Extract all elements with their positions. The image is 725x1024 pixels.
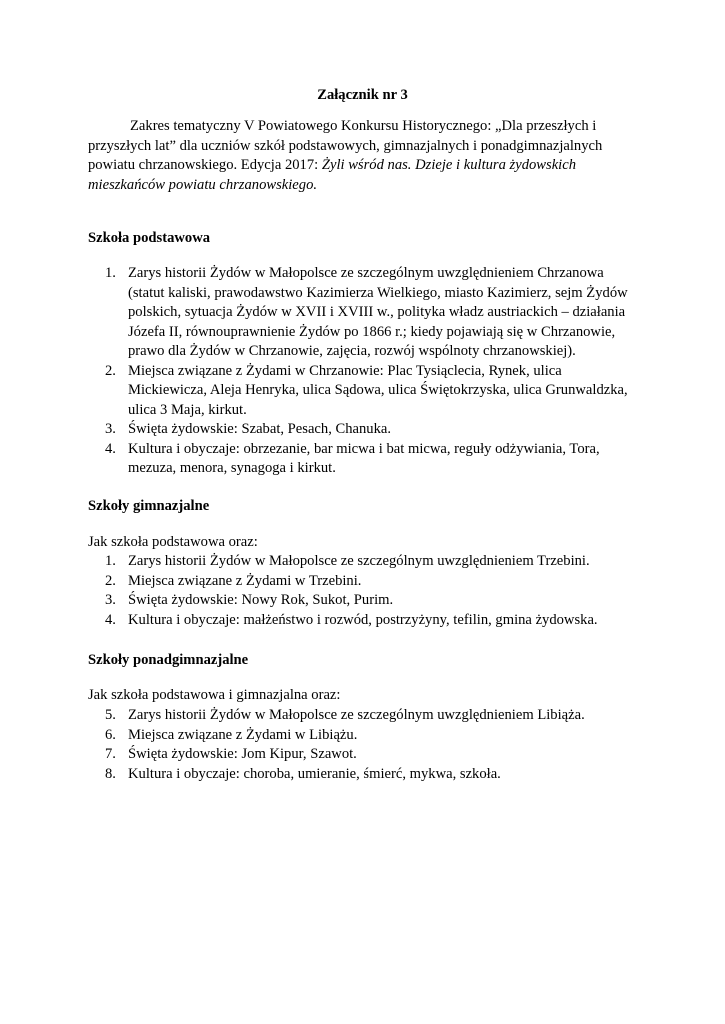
list-item [88, 440, 636, 479]
list-item [88, 572, 636, 592]
list-item-number: 7. [105, 746, 116, 762]
list-item-text: Miejsca związane z Żydami w Trzebini. [128, 572, 362, 589]
list-item [88, 611, 636, 631]
section-heading-primary: Szkoła podstawowa [88, 230, 211, 246]
list-item-number: 4. [105, 440, 116, 457]
list-item [88, 552, 636, 572]
list-item-text: Zarys historii Żydów w Małopolsce ze szczególnym uwzględnieniem Trzebini. [128, 553, 590, 569]
list-item-text: Zarys historii Żydów w Małopolsce ze szczególnym uwzględnieniem Chrzanowa (statut kaliski, prawodawstwo Kazimierza Wielkiego, miasto Kazimierz, sejm Żydów polskich, sytuacja Żydów w XVII i XVIII w., polityka władz austriackich – działania Józefa II, równouprawnienie Żydów po 1866 r.; kiedy pojawiają się w Chrzanowie, prawo dla Żydów w Chrzanowie, zajęcia, rozwój wspólnoty chrzanowskiej). [128, 265, 628, 359]
list-item-text: Miejsca związane z Żydami w Libiążu. [128, 726, 358, 743]
section-lead-upper: Jak szkoła podstawowa i gimnazjalna oraz: [88, 687, 341, 703]
list-item-number: 3. [105, 592, 116, 608]
list-item [88, 706, 636, 726]
list-item-text: Kultura i obyczaje: choroba, umieranie, śmierć, mykwa, szkoła. [128, 765, 501, 782]
list-item [88, 362, 636, 421]
document-title: Załącznik nr 3 [317, 87, 408, 103]
list-item-number: 1. [105, 265, 116, 281]
list-item-number: 8. [105, 765, 116, 782]
section-lead-middle: Jak szkoła podstawowa oraz: [88, 534, 258, 550]
list-item-text: Kultura i obyczaje: obrzezanie, bar micwa i bat micwa, reguły odżywiania, Tora, mezuza, menora, synagoga i kirkut. [128, 440, 600, 476]
list-item-number: 6. [105, 726, 116, 743]
list-item-number: 2. [105, 572, 116, 589]
list-item-number: 5. [105, 707, 116, 723]
section-list-middle [88, 552, 636, 630]
list-item [88, 420, 636, 440]
list-item [88, 591, 636, 611]
list-item-number: 3. [105, 421, 116, 437]
list-item [88, 765, 636, 785]
list-item [88, 264, 636, 362]
list-item-number: 4. [105, 611, 116, 628]
list-item-number: 2. [105, 362, 116, 379]
section-list-primary [88, 264, 636, 479]
section-heading-upper: Szkoły ponadgimnazjalne [88, 652, 249, 668]
section-list-upper [88, 706, 636, 784]
list-item-text: Święta żydowskie: Jom Kipur, Szawot. [128, 746, 357, 762]
list-item [88, 745, 636, 765]
intro-text: Zakres tematyczny V Powiatowego Konkursu Historycznego: „Dla przeszłych i przyszłych lat” dla uczniów szkół podstawowych, gimnazjalnych i ponadgimnazjalnych powiatu chrzanowskiego. Edycja 2017: [88, 118, 603, 173]
intro-paragraph [88, 117, 636, 195]
list-item-text: Święta żydowskie: Szabat, Pesach, Chanuka. [128, 421, 392, 437]
list-item-number: 1. [105, 553, 116, 569]
list-item-text: Miejsca związane z Żydami w Chrzanowie: Plac Tysiąclecia, Rynek, ulica Mickiewicza, Aleja Henryka, ulica Sądowa, ulica Świętokrzyska, ulica Grunwaldzka, ulica 3 Maja, kirkut. [128, 362, 628, 418]
list-item [88, 726, 636, 746]
list-item-text: Kultura i obyczaje: małżeństwo i rozwód, postrzyżyny, tefilin, gmina żydowska. [128, 611, 598, 628]
list-item-text: Zarys historii Żydów w Małopolsce ze szczególnym uwzględnieniem Libiąża. [128, 707, 585, 723]
section-heading-middle: Szkoły gimnazjalne [88, 498, 210, 514]
intro-italic-title: Żyli wśród nas. Dzieje i kultura żydowskich mieszkańców powiatu chrzanowskiego. [88, 157, 577, 193]
list-item-text: Święta żydowskie: Nowy Rok, Sukot, Purim. [128, 592, 394, 608]
